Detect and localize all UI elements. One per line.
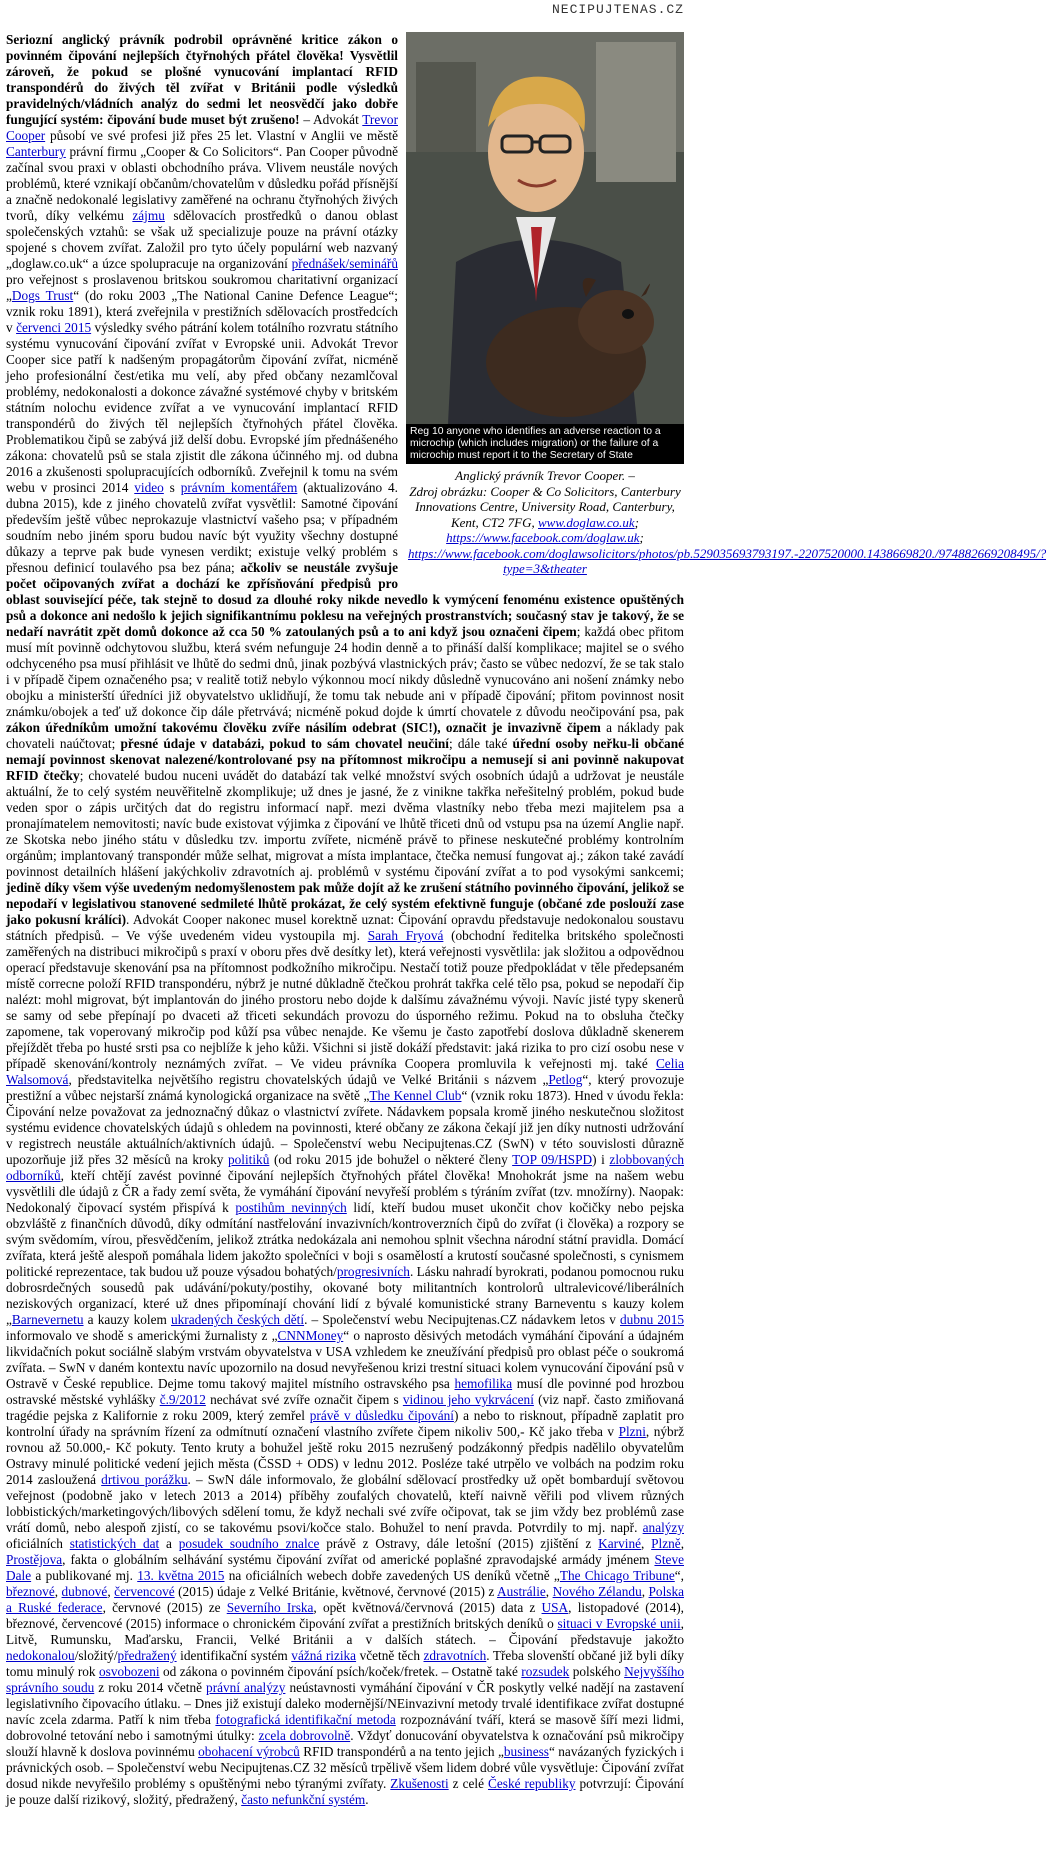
link-statistickych-dat[interactable]: statistických dat [69, 1536, 160, 1551]
link-video[interactable]: video [134, 480, 164, 495]
link-vyhlaska[interactable]: č.9/2012 [159, 1392, 206, 1407]
text: “, který provozuje prestižní a vůbec nejstarší známá kynologická organizace na světě „ [6, 1072, 684, 1103]
intro-bold: Seriozní anglický právník podrobil oprávněné kritice zákon o povinném čipování nejlepších čtyřnohých přátel člověka! Vysvětlil zároveň, že pokud se plošné vynucování implantací RFID transpondérů do živých těl zvířat v Británii podle výsledků pravidelných/vládních analýz do sedmi let neosvědčí jako dobře fungující systém: čipování bude muset být zrušeno! [6, 32, 398, 127]
text: RFID transpondérů a na tento jejich „ [299, 1744, 504, 1759]
bold-statement-4: úřední osoby neřku-li občané nemají povinnost skenovat nalezené/kontrolované psy na přítomnost mikročipu a nemusejí si ani povinně nakupovat RFID čtečky [6, 736, 684, 783]
text: z roku 2014 včetně [94, 1680, 207, 1695]
link-ceske-republiky[interactable]: České republiky [488, 1776, 576, 1791]
link-predrazenou[interactable]: předražený [117, 1648, 177, 1663]
text: sdělovacích prostředků o danou oblast společenských vztahů: se však už specializuje pouze na právní otázky spojené s chovem zvířat. Založil pro tyto účely populární web nazvaný „doglaw.co.uk“ a úzce spolupracuje na organizování [6, 208, 398, 271]
text: a náklady pak chovateli naúčtovat; [6, 720, 684, 751]
text: , opět květnová/červnová (2015) data z [313, 1600, 542, 1615]
text: “ o naprosto děsivých metodách vymáhání čipování a údajném likvidačních pokut sociálně slabým vrstvám obyvatelstva v USA vzhledem ke zneužívání předpisů pro oblast péče o soukromá zvířata. – SwN v daném kontextu navíc upozornilo na dosud nevyřešenou krizi trestní situaci kolem vynucování čipování psů v Ostravě v České republice. Dejme tomu takový majitel místního ostravského psa [6, 1328, 684, 1391]
text: nechávat své zvíře označit čipem s [205, 1392, 403, 1407]
text: polského [569, 1664, 625, 1679]
link-canterbury[interactable]: Canterbury [6, 144, 66, 159]
link-analyzy[interactable]: analýzy [642, 1520, 684, 1535]
lawyer-photo [406, 32, 684, 464]
text: , [641, 1536, 652, 1551]
text: , [680, 1536, 685, 1551]
caption-link-facebook-photo[interactable]: https://www.facebook.com/doglawsolicitors/photos/pb.529035693793197.-2207520000.1438669820./974882669208495/?type=3&theater [408, 545, 1046, 576]
link-business[interactable]: business [503, 1744, 549, 1759]
text: identifikační systém [176, 1648, 292, 1663]
text: . Lásku nahradí byrokrati, podanou pomocnou ruku dobrosrdečných sousedů pak udávání/pokuty/postihy, okované boty militantních kontrolorů ultralevicové/liberálních neziskových organizací, které už dnes připomínají chování lidí z bývalé komunistické strany Barneventu s kauzy kolem „ [6, 1264, 684, 1327]
article [6, 32, 1046, 1808]
link-karvine[interactable]: Karviné [598, 1536, 641, 1551]
text: ) i [592, 1152, 610, 1167]
link-trevor-cooper[interactable]: Trevor Cooper [6, 112, 398, 143]
text: pro veřejnost s proslavenou britskou soukromou charitativní organizací „ [6, 272, 398, 303]
text: , listopadové (2014), březnové, červencové (2015) informace o chronickém čipování zvířat a prestižních britských deníků o [6, 1600, 684, 1631]
text: (2015) údaje z Velké Británie, květnové, červnové (2015) z [174, 1584, 498, 1599]
text: právě z Ostravy, dále letošní (2015) zjištění z [319, 1536, 599, 1551]
link-zlobbovanych[interactable]: zlobbovaných [609, 1152, 685, 1167]
image-overlay-caption: Reg 10 anyone who identifies an adverse reaction to a microchip (which includes migration) or the failure of a microchip must report it to the Secretary of State [406, 424, 684, 464]
text: , nýbrž rovnou až 50.000,- Kč pokuty. Tento kruty a bohužel ještě roku 2015 nezrušený podzákonný předpis nadělilo obyvatelům Ostravy minulé politické vedení jejich města (ČSSD + ODS) v lednu 2012. Posléze také utrpělo ve volbách na podzim roku 2014 zasloužená [6, 1424, 684, 1487]
link-noveho-zelandu[interactable]: Nového Zélandu [552, 1584, 642, 1599]
text: (viz např. často zmiňovaná tragédie pejska z Kalifornie z roku 2009, který zemřel [6, 1392, 685, 1423]
text: . Třeba slovenští občané již byli díky tomu minulý rok [6, 1648, 684, 1679]
text: od zákona o povinném čipování psích/koček/fretek. – Ostatně také [159, 1664, 522, 1679]
link-zkusenosti[interactable]: Zkušenosti [390, 1776, 449, 1791]
link-polska-rf[interactable]: Polska a Ruské federace [6, 1584, 684, 1615]
text: a kauzy kolem [83, 1312, 171, 1327]
link-plzne[interactable]: Plzně [651, 1536, 681, 1551]
link-plzni[interactable]: Plzni [618, 1424, 646, 1439]
link-prostejova[interactable]: Prostějova [6, 1552, 63, 1567]
link-prave-dusledku[interactable]: právě v důsledku čipování [309, 1408, 454, 1423]
link-sarah-fryova[interactable]: Sarah Fryová [367, 928, 444, 943]
text: včetně těch [356, 1648, 424, 1663]
photo-illustration [406, 32, 684, 464]
text: (od roku 2015 jde bohužel o některé členy [269, 1152, 513, 1167]
caption-title: Anglický právník Trevor Cooper. – [455, 468, 635, 483]
text: (aktualizováno 4. dubna 2015), kde z jiného chovatelů zvířat vysvětlil: Samotné čipování především ještě vůbec neprokazuje vlastnictví vašeho psa; v případném soudním nebo jiném sporu budou navíc být využity všechny dostupné důkazy a teprve pak bude vynesen verdikt; existuje velký problém s přesnou definicí toulavého psa bez pána; [6, 480, 398, 575]
text: . Advokát Cooper nakonec musel korektně uznat: Čipování opravdu představuje nedokonalou soustavu státních předpisů. – Ve výše uvedeném videu vystoupila mj. [6, 912, 684, 943]
text: , představitelka největšího registru chovatelských údajů ve Velké Británii s názvem „ [68, 1072, 549, 1087]
bold-statement-1: ačkoliv se neustále zvyšuje počet očipovaných zvířat a dochází ke zpřísňování předpisů pro oblast související péče, tak stejně to dosud za dlouhé roky nikde nevedlo k vymýcení fenoménu existence opuštěných psů a dokonce ani nedošlo k jejich signifikantnímu poklesu na veřejných prostranstvích; současný stav je takový, že se nedaří navrátit zpět domů dokonce až cca 50 % zatoulaných psů a to ani když jsou označeni čipem [6, 560, 684, 639]
figure [406, 32, 1046, 577]
text: ) a nebo to risknout, případně zaplatit pro kontrolní úřady na správním řízení za odmítnutí označení vlastního zvířete čipem nikoliv 500,- Kč jako třeba v [6, 1408, 685, 1439]
link-severniho-irska[interactable]: Severního Irska [226, 1600, 314, 1615]
link-rozsudek[interactable]: rozsudek [521, 1664, 570, 1679]
text: , [54, 1584, 62, 1599]
text: . Vždyť donucování obyvatelstva k označování psů mikročipy slouží hlavně k doslova povinnému [6, 1728, 684, 1759]
text: oficiálních [6, 1536, 70, 1551]
link-celia-walsomova[interactable]: Celia Walsomová [6, 1056, 684, 1087]
text: ; každá obec přitom musí mít povinně odchytovou službu, která svém nefunguje 24 hodin denně a to přináší další komplikace; majitel se o svého odchyceného psa musí přihlásit ve lhůtě do sedmi dnů, jinak pozbývá vlastnických práv; často se vůbec nedozví, že se tak stalo i v případě čipem označeného psa; v realitě totiž nebylo výkonnou mocí nikdy důsledně vynucováno ani nošení známky nebo obojku a ministerští úředníci již obyvatelstvo uklidňují, že tomu tak nebude ani v případě čipování; přitom povinnost nosit známku/obojek a teď už dokonce čip dále přetrvává; nicméně pokud dojde k úmrtí chovatele z důvodu neočipování psa, pak [6, 624, 685, 719]
link-pravni-analyzy[interactable]: právní analýzy [206, 1680, 286, 1695]
link-politiku[interactable]: politiků [227, 1152, 270, 1167]
link-breznove[interactable]: březnové [6, 1584, 55, 1599]
link-osvobozeni[interactable]: osvobozeni [99, 1664, 160, 1679]
site-title: NECIPUJTENAS.CZ [551, 2, 684, 17]
text: , kteří chtějí zavést povinné čipování nejlepších čtyřnohých přátel člověka! Mnohokrát jsme na našem webu vysvětlili dle údajů z ČR a řady zemí světa, že vymáhání čipování nevyřeší problém s týráním zvířat (tzv. množírny). Naopak: Nedokonalý čipovací systém přispívá k [6, 1168, 684, 1215]
link-obohaceni-vyrobcu[interactable]: obohacení výrobců [198, 1744, 300, 1759]
text: , [107, 1584, 115, 1599]
text: z celé [448, 1776, 489, 1791]
text: – Advokát [299, 112, 363, 127]
link-prednasek[interactable]: přednášek/seminářů [291, 256, 398, 271]
text: potvrzují: Čipování je pouze další rizikový, složitý, předražený, [6, 1776, 684, 1807]
link-fotograficka[interactable]: fotografická identifikační metoda [215, 1712, 396, 1727]
link-vidinou[interactable]: vidinou jeho vykrvácení [402, 1392, 534, 1407]
link-ukradenych-deti[interactable]: ukradených českých dětí [170, 1312, 305, 1327]
text: , červnové (2015) ze [102, 1600, 227, 1615]
text: . – SwN dále informovalo, že globální sdělovací prostředky už opět bombardují světovou veřejnost (podobně jako v letech 2013 a 2014) příběhy zoufalých chovatelů, kteří naivně věřili pod vlivem různých lobbistických/marketingových/libových sdělení tomu, že když nechali své zvíře očipovat, tak se jim vždy bez problémů zase vrátí domů, nebo alespoň zjistí, co se takovému psovi/kočce stalo. Bohužel to není pravda. Potvrdily to mj. např. [6, 1472, 684, 1535]
bold-statement-3: přesné údaje v databázi, pokud to sám chovatel neučiní [120, 736, 449, 751]
link-vazna-rizika[interactable]: vážná rizika [291, 1648, 357, 1663]
caption-source: Zdroj obrázku: Cooper & Co Solicitors, Canterbury Innovations Centre, University Road, Canterbury, Kent, CT2 7FG, [409, 483, 681, 530]
text: , [641, 1584, 649, 1599]
link-top09[interactable]: TOP 09/HSPD [512, 1152, 593, 1167]
text: . – Společenství webu Necipujtenas.CZ nádavkem letos v [304, 1312, 621, 1327]
bold-statement-2: zákon úředníkům umožní takovému člověku zvíře násilím odebrat (SIC!), označit je invazivně čipem [6, 720, 601, 735]
link-13-kvetna[interactable]: 13. května 2015 [137, 1568, 225, 1583]
link-cervenci-2015[interactable]: červenci 2015 [16, 320, 92, 335]
link-situaci-eu[interactable]: situaci v Evropské unii [557, 1616, 681, 1631]
link-cnnmoney[interactable]: CNNMoney [277, 1328, 344, 1343]
link-dogs-trust[interactable]: Dogs Trust [11, 288, 74, 303]
text: “ (vznik roku 1873). Hned v úvodu řekla: Čipování nelze považovat za jednoznačný důkaz o vlastnictví zvířete. Nádavkem popsala kromě jiného neskutečnou složitost systému evidence chovatelských údajů s ohledem na povinnosti, které občany ze zákona čekají již jen díky nutnosti udržování v registrech neustále aktuálních/aktivních údajů. – Společenství webu Necipujtenas.CZ (SwN) v této souvislosti důrazně upozorňuje již přes 32 měsíců na kroky [6, 1088, 684, 1167]
text: , fakta o globálním selhávání systému čipování zvířat od americké poplašné zpravodajské armády jménem [62, 1552, 655, 1567]
figure-caption: Anglický právník Trevor Cooper. – Zdroj obrázku: Cooper & Co Solicitors, Canterbury Innovations Centre, University Road, Canterbury, Kent, CT2 7FG, www.doglaw.co.uk; https://www.facebook.com/doglaw.uk; https://www.facebook.com/doglawsolicitors/photos/pb.529035693793197.-2207520000.1438669820./974882669208495/?type=3&theater [408, 468, 1046, 576]
link-progresivnich[interactable]: progresivních [336, 1264, 410, 1279]
text: rozpoznávání tváří, která se masově šíří mezi lidmi, dobrovolné tetování nebo i samotnými útulky: [6, 1712, 684, 1743]
link-steve-dale[interactable]: Steve Dale [6, 1552, 684, 1583]
text: informovalo ve shodě s americkými žurnalisty z „ [6, 1328, 278, 1343]
text: , [545, 1584, 553, 1599]
text: ; chovatelé budou nuceni uvádět do databází tak velké množství svých osobních údajů a udržovat je neustále aktuální, že to celý systém neuvěřitelně zkomplikuje; už dnes je jasné, že z vinikne takřka neřešitelný problém, pokud bude veden spor o zápis určitých dat do registru informací např. mezi dvěma vlastníky nebo třeba mezi majitelem psa a pronajímatelem nemovitosti; navíc bude existovat výjimka z čipování ve lhůtě třiceti dnů od vstupu psa na území Anglie např. ze Skotska nebo jiného státu v důsledku tzv. importu zvířete, nicméně právě to přinese neskutečné problémy kontrolním orgánům; implantovaný transpondér může selhat, migrovat a místa implantace, čtečka nemusí fungovat aj.; zákon také zavádí povinnost detailních hlášení jakýchkoliv zdravotních aj. problémů v systému čipování zvířat a to pod vysokými sankcemi; [6, 768, 684, 879]
link-barnevernetu[interactable]: Barnevernetu [11, 1312, 84, 1327]
bold-statement-5: jedině díky všem výše uvedeným nedomyšlenostem pak může dojít až ke zrušení státního povinného čipování, jelikož se nepodaří v legislativou stanovené sedmileté lhůtě prokázat, že celý systém efektivně funguje (občané zde poslouží zase jako pokusní králíci) [6, 880, 684, 927]
link-odborniku[interactable]: odborníků [6, 1168, 61, 1183]
text: a publikované mj. [31, 1568, 138, 1583]
link-usa[interactable]: USA [541, 1600, 569, 1615]
link-postihum-nevinnych[interactable]: postihům nevinných [235, 1200, 347, 1215]
text: ; dále také [449, 736, 513, 751]
text: /složitý/ [74, 1648, 118, 1663]
text: . [365, 1792, 369, 1807]
text: lidí, kteří budou muset ukončit chov kočičky nebo pejska obzvláště z finančních důvodů, díky odmítání nastřelování invazivních/kontroverzních čipů do zvířat (i člověka) a rozpory se svým svědomím, vírou, přesvědčením, jelikož ztrátka nedokázala ani nemohou splnit všechna národní státní pravidla. Domácí zvířata, která ještě alespoň pomáhala lidem jakožto společníci v boji s osamělostí a krutostí současné společnosti, s cynismem politické reprezentace, tak budou už pouze výsadou bohatých/ [6, 1200, 685, 1279]
link-drtivou-porazku[interactable]: drtivou porážku [101, 1472, 188, 1487]
link-pravnim-komentarem[interactable]: právním komentářem [180, 480, 298, 495]
link-nefunkcni-system[interactable]: často nefunkční systém [241, 1792, 366, 1807]
text: “ navázaných fyzických i právnických osob. – Společenství webu Necipujtenas.CZ 32 měsíců trpělivě všem lidem dobré vůle vysvětluje: Čipování zvířat dosud nikde nevyřešilo problémy s opuštěnými nebo týranými zvířaty. [6, 1744, 684, 1791]
text: působí ve své profesi již přes 25 let. Vlastní v Anglii ve městě [45, 128, 398, 143]
text: “, [674, 1568, 684, 1583]
link-chicago-tribune[interactable]: The Chicago Tribune [559, 1568, 675, 1583]
caption-link-doglaw[interactable]: www.doglaw.co.uk [538, 514, 635, 530]
text: , Litvě, Rumunsku, Maďarsku, Francii, Velké Británii a v dalších státech. – Čipování představuje jakožto [6, 1616, 684, 1647]
link-petlog[interactable]: Petlog [548, 1072, 583, 1087]
link-nedokonalou[interactable]: nedokonalou [6, 1648, 75, 1663]
link-hemofilika[interactable]: hemofilika [454, 1376, 513, 1391]
link-zajmu[interactable]: zájmu [132, 208, 165, 223]
text: “ (do roku 2003 „The National Canine Defence League“; vznik roku 1891), která zveřejnila v prestižních sdělovacích prostředcích v [6, 288, 398, 335]
link-zdravotnich[interactable]: zdravotních [423, 1648, 487, 1663]
link-australie[interactable]: Austrálie [497, 1584, 546, 1599]
link-cervencove[interactable]: červencové [114, 1584, 175, 1599]
link-kennel-club[interactable]: The Kennel Club [369, 1088, 462, 1103]
text: výsledky svého pátrání kolem totálního rozvratu státního systému vynucování čipování zvířat v Evropské unii. Advokát Trevor Cooper sice patří k nadšeným propagátorům čipování zvířat, nicméně jeho profesionální čest/etika mu velí, aby před občany nezamlčoval problémy, nedokonalosti a dokonce závažné systémové chyby v britském státním nolochu evidence zvířat a ve vynucování implantací RFID transpondérů do živých těl nejlepších čtyřnohých přátel člověka. Problematikou čipů se zabývá již delší dobu. Evropské jím přednášeného zákona: chovatelů psů se stala zjistit dle zákona účinného mj. od dubna 2016 a zkušenosti spolupracujících odborníků. Zveřejnil k tomu na svém webu v prosinci 2014 [6, 320, 398, 495]
link-dubnove[interactable]: dubnové [61, 1584, 108, 1599]
link-zcela-dobrovolne[interactable]: zcela dobrovolně [258, 1728, 351, 1743]
link-nejvyssiho-soudu[interactable]: Nejvyššího správního soudu [6, 1664, 684, 1695]
text: (obchodní ředitelka britského společnosti zaměřených na distribuci mikročipů s praxí v oboru přes dvě desítky let), která veřejnosti vysvětlila: jak složitou a odpovědnou operací představuje skenování psa na přítomnost podkožního mikročipu. Nestačí totiž pouze předpokládat v těle předepsaném místě correcne položí RFID transpondéru, nýbrž je nutné důkladně čtečkou prohrát takřka celé tělo psa, pokud se nepodaří čip nalézt: mohl migrovat, být implantován do jiného prostoru nebo dojde k dalšímu závažnému vývoji. Navíc jisté typy skenerů se samy od sebe přepínají po dvaceti až třiceti sekundách provozu do úsporného režimu. Pokud na to obsluha čtečky zapomene, tak voperovaný mikročip pod kůží psa vůbec nenajde. Ke všemu je často zapotřebí doslova důkladně skenerem přejíždět třeba po husté srsti psa co nejblíže k jeho kůži. Všichni si jistě dokáží představit: jaká rizika to pro cizí osobu nese v případě skenování/kontroly neznámých zvířat. – Ve videu právníka Coopera promluvila k veřejnosti mj. také [6, 928, 684, 1071]
text: s [163, 480, 181, 495]
caption-link-facebook[interactable]: https://www.facebook.com/doglaw.uk [446, 530, 640, 545]
text: a [159, 1536, 179, 1551]
link-posudek[interactable]: posudek soudního znalce [178, 1536, 320, 1551]
text: neústavnosti vymáhání čipování v ČR poskytly velké nadějí na zastavení legislativního čipovacího útlaku. – Dnes již existují daleko modernější/NEinvazivní metody trvalé identifikace zvířat dostupné navíc zcela zdarma. Patří k nim třeba [6, 1680, 685, 1727]
text: musí dle povinné pod hrozbou ostravské městské vyhlášky [6, 1376, 684, 1407]
link-dubnu-2015[interactable]: dubnu 2015 [620, 1312, 685, 1327]
text: na oficiálních webech dobře zavedených US deníků včetně „ [224, 1568, 560, 1583]
text: právní firmu „Cooper & Co Solicitors“. Pan Cooper původně začínal svou praxi v oblasti obchodního práva. Vlivem neustále nových problémů, které vznikají občanům/chovatelům v důsledku pořád přísnější a značně nedokonalé legislativy zaměřené na ochranu čtyřnohých živých tvorů, díky velkému [6, 144, 398, 223]
